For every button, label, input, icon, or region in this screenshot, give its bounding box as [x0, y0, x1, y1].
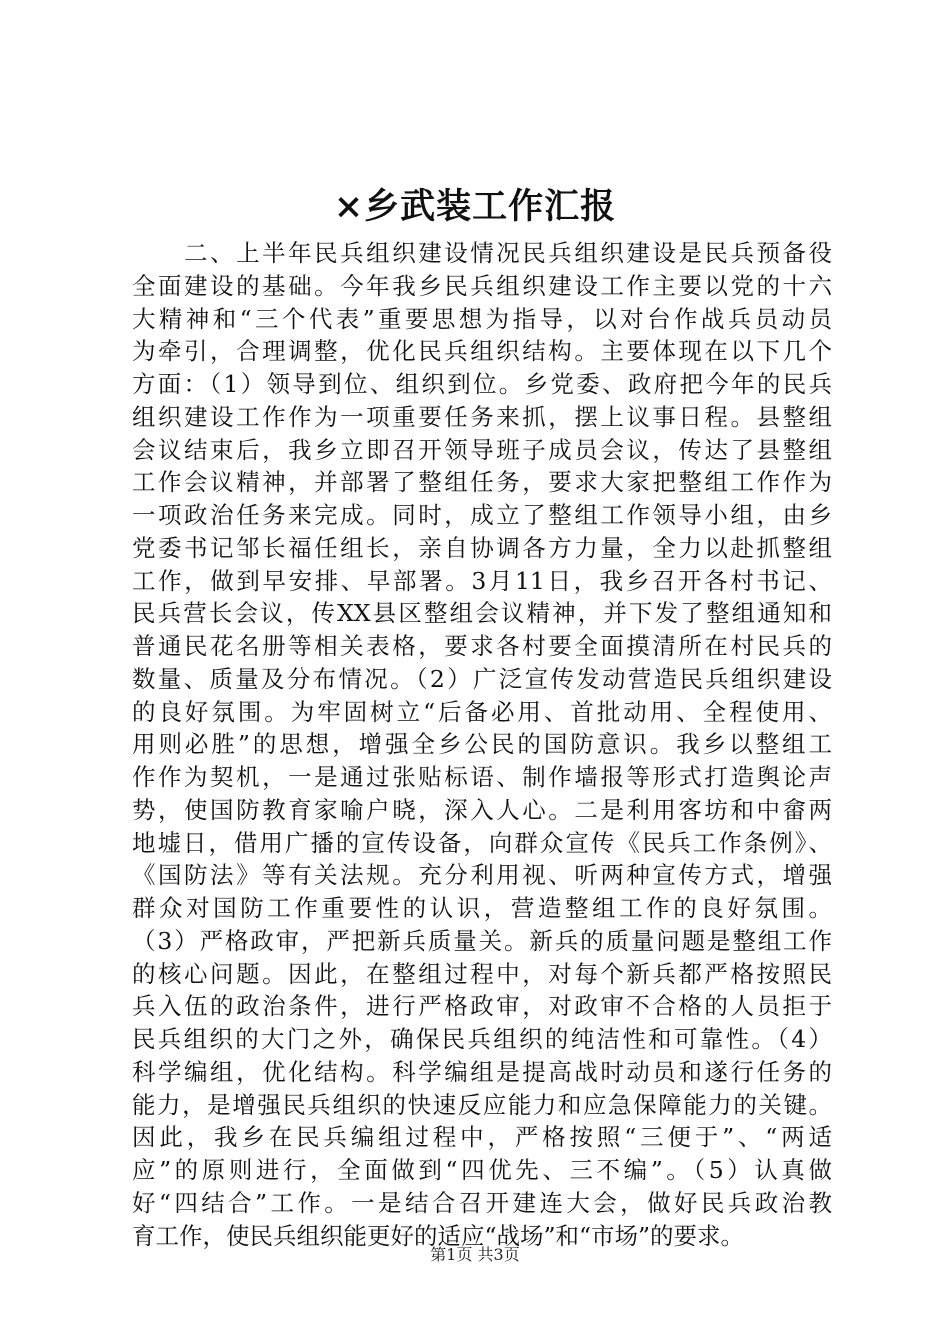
body-line: 普通民花名册等相关表格，要求各村要全面摸清所在村民兵的 — [132, 632, 832, 660]
body-line: 工作，做到早安排、早部署。3月11日，我乡召开各村书记、 — [132, 566, 832, 595]
body-line: 二、上半年民兵组织建设情况民兵组织建设是民兵预备役 — [132, 239, 832, 267]
body-line: 一项政治任务来完成。同时，成立了整组工作领导小组，由乡 — [132, 501, 832, 529]
body-line: 兵入伍的政治条件，进行严格政审，对政审不合格的人员拒于 — [132, 992, 832, 1021]
body-line: 好“四结合”工作。一是结合召开建连大会，做好民兵政治教 — [132, 1188, 832, 1217]
body-line: 《国防法》等有关法规。充分利用视、听两种宣传方式，增强 — [132, 861, 832, 890]
body-line: 方面：（1）领导到位、组织到位。乡党委、政府把今年的民兵 — [132, 370, 832, 398]
body-line: 育工作，使民兵组织能更好的适应“战场”和“市场”的要求。 — [132, 1221, 745, 1250]
body-line: 用则必胜”的思想，增强全乡公民的国防意识。我乡以整组工 — [132, 730, 832, 759]
body-line: 民兵营长会议，传XX县区整组会议精神，并下发了整组通知和 — [132, 599, 832, 628]
page-number-footer: 第1页 共3页 — [430, 1245, 520, 1264]
body-line: （3）严格政审，严把新兵质量关。新兵的质量问题是整组工作 — [132, 926, 832, 955]
document-body — [132, 237, 832, 1252]
body-line: 因此，我乡在民兵编组过程中，严格按照“三便于”、“两适 — [132, 1123, 832, 1152]
body-line: 的核心问题。因此，在整组过程中，对每个新兵都严格按照民 — [132, 959, 832, 988]
body-line: 大精神和“三个代表”重要思想为指导，以对台作战兵员动员 — [132, 304, 832, 333]
body-line: 地墟日，借用广播的宣传设备，向群众宣传《民兵工作条例》、 — [132, 828, 832, 857]
body-line: 工作会议精神，并部署了整组任务，要求大家把整组工作作为 — [132, 468, 832, 497]
body-line: 群众对国防工作重要性的认识，营造整组工作的良好氛围。 — [132, 894, 832, 922]
body-line: 会议结束后，我乡立即召开领导班子成员会议，传达了县整组 — [132, 435, 832, 464]
body-line: 科学编组，优化结构。科学编组是提高战时动员和遂行任务的 — [132, 1057, 832, 1086]
body-line: 的良好氛围。为牢固树立“后备必用、首批动用、全程使用、 — [132, 697, 832, 726]
body-line: 应”的原则进行，全面做到“四优先、三不编”。（5）认真做 — [132, 1156, 832, 1184]
body-line: 能力，是增强民兵组织的快速反应能力和应急保障能力的关键。 — [132, 1090, 832, 1119]
body-line: 党委书记邹长福任组长，亲自协调各方力量，全力以赴抓整组 — [132, 533, 832, 562]
body-line: 势，使国防教育家喻户晓，深入人心。二是利用客坊和中畲两 — [132, 795, 832, 824]
document-title: ×乡武装工作汇报 — [333, 186, 617, 227]
body-line: 全面建设的基础。今年我乡民兵组织建设工作主要以党的十六 — [132, 271, 832, 300]
body-line: 民兵组织的大门之外，确保民兵组织的纯洁性和可靠性。（4） — [132, 1025, 832, 1053]
body-line: 数量、质量及分布情况。（2）广泛宣传发动营造民兵组织建设 — [132, 664, 832, 693]
body-line: 为牵引，合理调整，优化民兵组织结构。主要体现在以下几个 — [132, 337, 832, 366]
body-line: 组织建设工作作为一项重要任务来抓，摆上议事日程。县整组 — [132, 402, 832, 431]
body-line: 作作为契机，一是通过张贴标语、制作墙报等形式打造舆论声 — [132, 763, 832, 791]
